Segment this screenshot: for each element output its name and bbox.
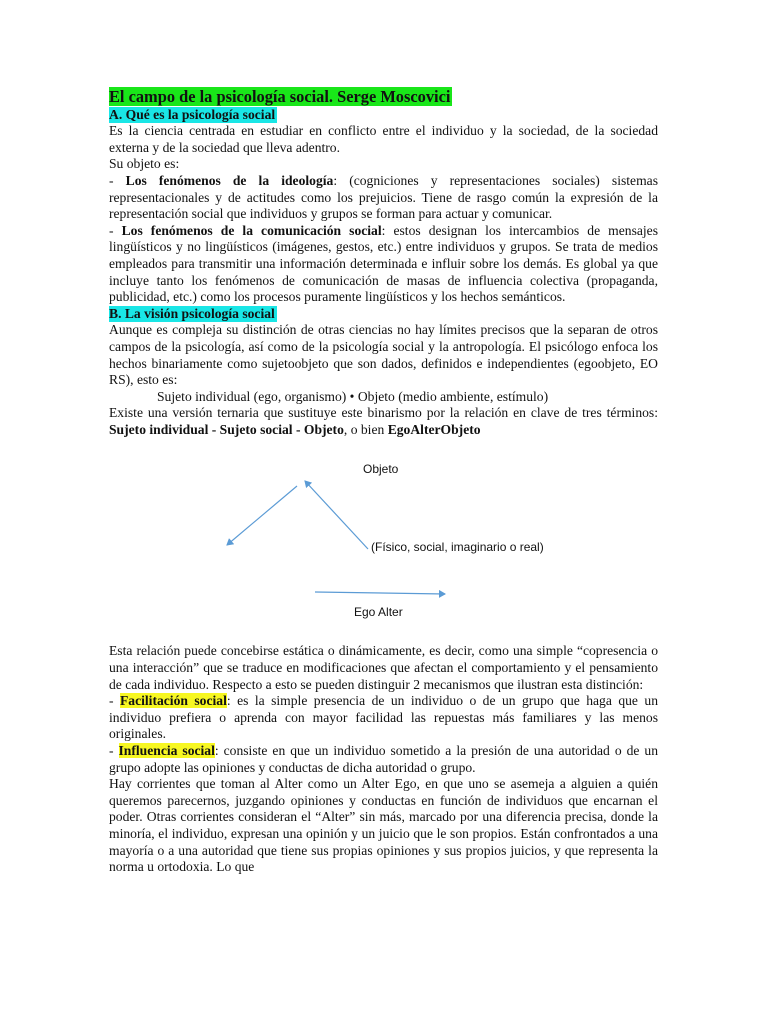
document-title [109,87,658,107]
section-b-para2-text: Existe una versión ternaria que sustituye este binarismo por la relación en clave de tres términos: [109,405,658,421]
ego-alter-objeto-diagram [109,438,658,643]
section-a-heading: A. Qué es la psicología social [109,106,276,122]
section-a-heading-row [109,107,658,124]
diagram-label-ego-alter: Ego Alter [354,605,403,620]
section-a-intro: Es la ciencia centrada en estudiar en conflicto entre el individuo y la sociedad, de la sociedad externa y de la sociedad que lleva adentro. [109,123,658,155]
communication-item-term: Los fenómenos de la comunicación social [121,222,382,238]
section-b-para2 [109,405,658,438]
facilitacion-text: : es la simple presencia de un individuo o de un grupo que haga que un individuo prefiera o aprenda con mayor facilidad las repuestas más familiares y las menos originales. [109,693,658,742]
influencia-prefix: - [109,743,119,759]
alter-paragraph: Hay corrientes que toman al Alter como un Alter Ego, en que uno se asemeja a alguien a quién queremos parecernos, juzgando opiniones y conductas en función de individuos que encarnan el poder. Otras corrientes consideran el “Alter” sin más, marcado por una diferencia precisa, donde la minoría, el individuo, expresan una opinión y un juicio que le son propios. Están confrontados a una mayoría o a una autoridad que tiene sus propias opiniones y sus propios juicios, y que representa la norma u ortodoxia. Lo que [109,776,658,875]
title-highlight: El campo de la psicología social. Serge Moscovici [109,87,451,106]
relation-paragraph: Esta relación puede concebirse estática o dinámicamente, es decir, como una simple “copresencia o una interacción” que se traduce en modificaciones que afectan el comportamiento y el pensamiento de cada individuo. Respecto a esto se pueden distinguir 2 mecanismos que ilustran esta distinción: [109,643,658,692]
communication-item-text: : estos designan los intercambios de mensajes lingüísticos y no lingüísticos (imágenes, gestos, etc.) entre individuos y grupos. Se trata de medios empleados para transmitir una información determinada e influir sobre los demás. Es global ya que incluye tanto los fenómenos de comunicación de masas de influencia colectiva (propaganda, publicidad, etc.) como los procesos puramente lingüísticos y los hechos semánticos. [109,222,658,305]
arrow-ego-alter [315,592,445,594]
facilitacion-term: Facilitación social [119,693,227,709]
arrow-to-objeto [305,481,368,549]
section-b-para2-mid: , o bien [343,421,388,437]
communication-item [109,223,658,306]
section-b-heading: B. La visión psicología social [109,305,275,321]
facilitacion-item [109,693,658,743]
influencia-term: Influencia social [118,743,215,759]
ideology-item-text: : (cogniciones y representaciones sociales) sistemas representacionales y de actitudes como los prejuicios. Tiene de rasgo común la expresión de la representación social que individuos y grupos se forman para actuar y comunicar. [109,172,658,222]
section-a-objeto: Su objeto es: [109,156,180,172]
ideology-item [109,173,658,223]
influencia-text: : consiste en que un individuo sometido a la presión de una autoridad o de un grupo adopte las opiniones y conductas de dicha autoridad o grupo. [109,743,658,775]
ternary-terms: Sujeto individual - Sujeto social - Objeto [109,421,344,437]
influencia-item [109,743,658,776]
ego-alter-objeto-term: EgoAlterObjeto [387,421,481,437]
section-b-heading-row [109,306,658,323]
binary-line: Sujeto individual (ego, organismo) • Objeto (medio ambiente, estímulo) [157,388,549,404]
ideology-item-prefix: - [109,172,126,188]
document-page [109,87,658,876]
ideology-item-term: Los fenómenos de la ideología [125,172,334,188]
diagram-label-side: (Físico, social, imaginario o real) [371,540,544,555]
facilitacion-prefix: - [109,693,120,709]
section-b-para1: Aunque es compleja su distinción de otras ciencias no hay límites precisos que la separan de otros campos de la psicología, así como de la psicología social y la antropología. El psicólogo enfoca los hechos binariamente como sujetoobjeto que son dados, definidos e independientes (egoobjeto, EO RS), esto es: [109,322,658,388]
communication-item-prefix: - [109,222,122,238]
arrow-to-ego [227,486,297,545]
diagram-label-objeto: Objeto [363,462,399,477]
